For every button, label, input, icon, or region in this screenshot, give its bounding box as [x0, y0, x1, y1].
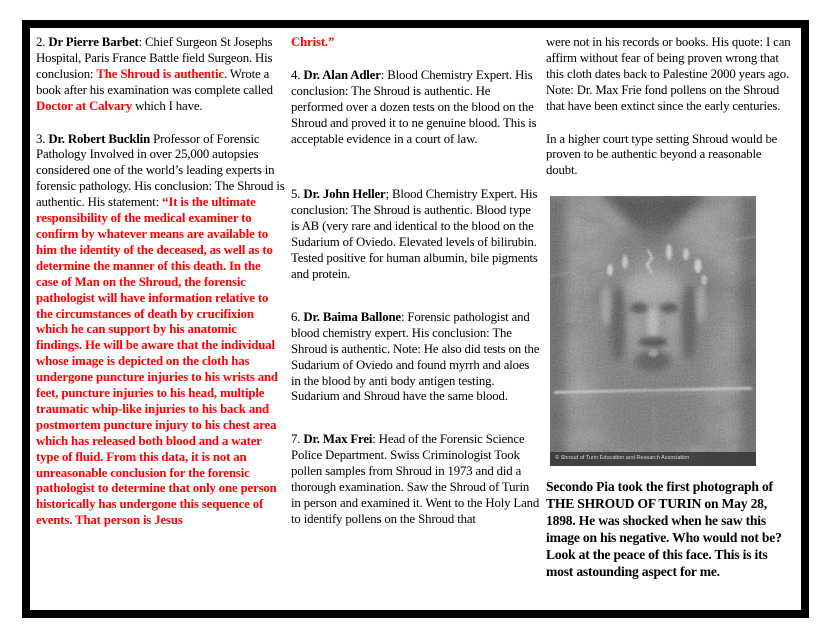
text-run: : Blood Chemistry Expert. His conclusion: The Shroud is authentic. He performed over a dozen tests on the blood on the Shroud and proved it to ne genuine blood. This is acceptable evidence in a court of law. [291, 67, 537, 146]
text-run: 5. [291, 187, 304, 202]
shroud-face-negative-image [550, 196, 756, 466]
text-run: : Forensic pathologist and blood chemistry expert. His conclusion: The Shroud is authentic. Note: He also did tests on the Sudarium of Oviedo and found myrrh and aloes in the blood by anti body antigen testing. Sudarium and Shroud have the same blood. [291, 309, 540, 404]
column-3 [546, 35, 795, 610]
text-run: Secondo Pia took the first photograph of THE SHROUD OF TURIN on May 28, 1898. He was shocked when he saw this image on his negative. Who would not be? Look at the peace of this face. This is its most astounding aspect for me. [546, 479, 782, 580]
entry-7-frei [291, 432, 540, 527]
entry-4-adler [291, 68, 540, 148]
text-run: ; Blood Chemistry Expert. His conclusion: The Shroud is authentic. Blood type is AB (very rare and identical to the blood on the Sudarium of Oviedo. Elevated levels of bilirubin. Tested positive for human albumin, bile pigments and protein. [291, 187, 538, 281]
text-run: Professor of Forensic Pathology Involved in over 25,000 autopsies considered one of the world’s leading experts in forensic pathology. His conclusion: The Shroud is authentic. His statement: [36, 131, 285, 210]
text-run: 4. [291, 67, 304, 82]
text-run: The Shroud is authentic [96, 66, 224, 81]
text-run: 2. [36, 35, 49, 49]
entry-6-ballone [291, 310, 540, 405]
text-run: : Head of the Forensic Science Police Department. Swiss Criminologist Took pollen samples from Shroud in 1973 and did a thorough examination. Saw the Shroud of Turin in person and examined it. Went to the Holy Land to identify pollens on the Shroud that [291, 432, 540, 526]
entry-3-bucklin [36, 132, 285, 530]
text-run: Dr Pierre Barbet [48, 35, 139, 49]
text-run: In a higher court type setting Shroud would be proven to be authentic beyond a reasonable doubt. [546, 131, 778, 178]
column-3-caption [546, 478, 795, 580]
text-run: Dr. Alan Adler [303, 67, 381, 82]
text-run: Doctor at Calvary [36, 98, 133, 113]
text-run: : Chief Surgeon St Josephs Hospital, Paris France Battle field Surgeon. His conclusion: [36, 35, 273, 81]
column-1 [36, 35, 285, 610]
text-run: . Wrote a book after his examination was complete called [36, 66, 273, 97]
text-run: 6. [291, 309, 304, 324]
shroud-photo-figure [550, 196, 756, 466]
photo-caption [546, 478, 795, 580]
text-run: which I have. [132, 98, 203, 113]
column-3-text [546, 35, 795, 179]
column-2 [291, 35, 540, 610]
entry-2-barbet [36, 35, 285, 115]
text-run: 3. [36, 131, 49, 146]
text-run: Dr. Max Frei [303, 432, 373, 447]
frei-continuation [546, 35, 795, 115]
document-page [22, 20, 809, 618]
higher-court-note [546, 132, 795, 180]
text-run: Dr. John Heller [303, 187, 386, 202]
text-run: Dr. Baima Ballone [303, 309, 401, 324]
text-run: 7. [291, 432, 304, 447]
entry-5-heller [291, 187, 540, 282]
text-run: were not in his records or books. His quote: I can affirm without fear of being proven wrong that this cloth dates back to Palestine 2000 years ago. Note: Dr. Max Frie fond pollens on the Shroud that have been extinct since the early centuries. [546, 35, 791, 113]
text-run: Christ.” [291, 35, 335, 49]
text-run: “It is the ultimate responsibility of the medical examiner to confirm by whatever means are available to him the identity of the deceased, as well as to determine the manner of this death. In the case of Man on the Shroud, the forensic pathologist will have information relative to the circumstances of death by crucifixion which he can support by his anatomic findings. He will be aware that the individual whose image is depicted on the cloth has undergone puncture injuries to his wrists and feet, puncture injuries to his head, multiple traumatic whip-like injuries to his back and postmortem puncture injury to his chest area which has released both blood and a water type of fluid. From this data, it is not an unreasonable conclusion for the forensic pathologist to determine that only one person historically has undergone this sequence of events. That person is Jesus [36, 195, 278, 528]
photo-credit: © Shroud of Turin Education and Research Association [555, 454, 690, 461]
quote-continuation [291, 35, 540, 51]
text-run: Dr. Robert Bucklin [48, 131, 151, 146]
